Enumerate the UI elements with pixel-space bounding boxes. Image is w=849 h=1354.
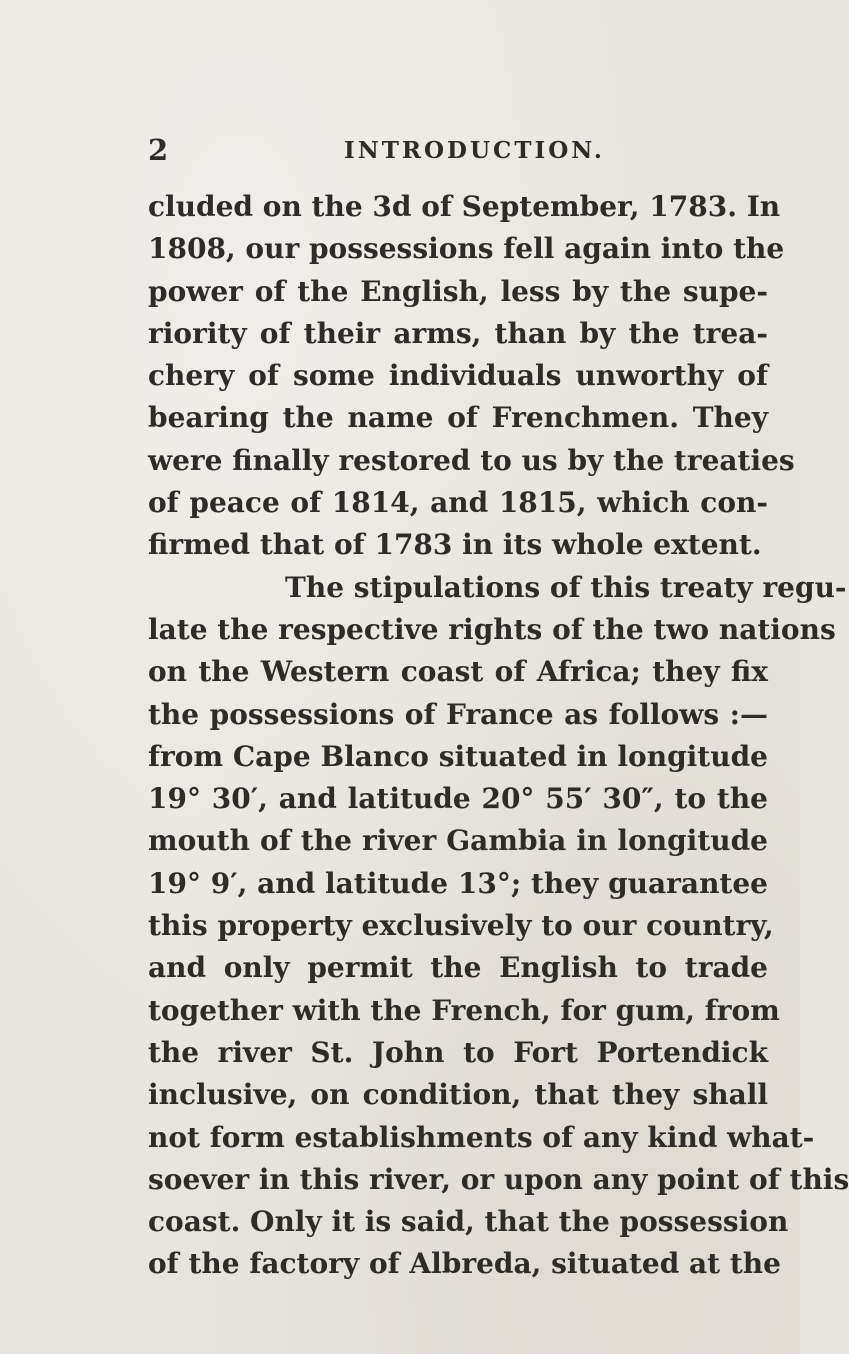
text-line: late the respective rights of the two nations bbox=[148, 612, 836, 646]
text-line: inclusive, on condition, that they shall bbox=[148, 1078, 768, 1112]
running-title: INTRODUCTION. bbox=[344, 137, 605, 164]
paragraph-first-line: The stipulations of this treaty regu- bbox=[285, 570, 847, 604]
text-line: and only permit the English to trade bbox=[148, 951, 768, 985]
text-line: from Cape Blanco situated in longitude bbox=[148, 739, 768, 773]
text-line: 19° 9′, and latitude 13°; they guarantee bbox=[148, 866, 768, 900]
page-header bbox=[148, 133, 768, 176]
text-line: firmed that of 1783 in its whole extent. bbox=[148, 528, 762, 562]
body-text bbox=[148, 186, 849, 1286]
text-line: not form establishments of any kind what- bbox=[148, 1120, 815, 1154]
text-line: soever in this river, or upon any point of this bbox=[148, 1162, 849, 1196]
text-line: riority of their arms, than by the trea- bbox=[148, 316, 768, 350]
text-line: cluded on the 3d of September, 1783. In bbox=[148, 190, 781, 223]
text-line: the possessions of France as follows :— bbox=[148, 697, 768, 731]
text-line: power of the English, less by the supe- bbox=[148, 274, 768, 308]
page-number: 2 bbox=[148, 133, 169, 167]
text-line: mouth of the river Gambia in longitude bbox=[148, 824, 768, 858]
text-line: of peace of 1814, and 1815, which con- bbox=[148, 486, 768, 520]
text-line: were finally restored to us by the treaties bbox=[148, 443, 795, 477]
text-line: bearing the name of Frenchmen. They bbox=[148, 401, 768, 435]
text-line: the river St. John to Fort Portendick bbox=[148, 1035, 768, 1069]
text-line: coast. Only it is said, that the possession bbox=[148, 1205, 789, 1239]
text-line: of the factory of Albreda, situated at the bbox=[148, 1247, 781, 1281]
text-line: 1808, our possessions fell again into the bbox=[148, 232, 785, 266]
text-line: chery of some individuals unworthy of bbox=[148, 359, 768, 393]
text-line: on the Western coast of Africa; they fix bbox=[148, 655, 768, 689]
text-line: 19° 30′, and latitude 20° 55′ 30″, to the bbox=[148, 782, 768, 816]
text-line: this property exclusively to our country, bbox=[148, 909, 774, 943]
text-line: together with the French, for gum, from bbox=[148, 993, 780, 1027]
